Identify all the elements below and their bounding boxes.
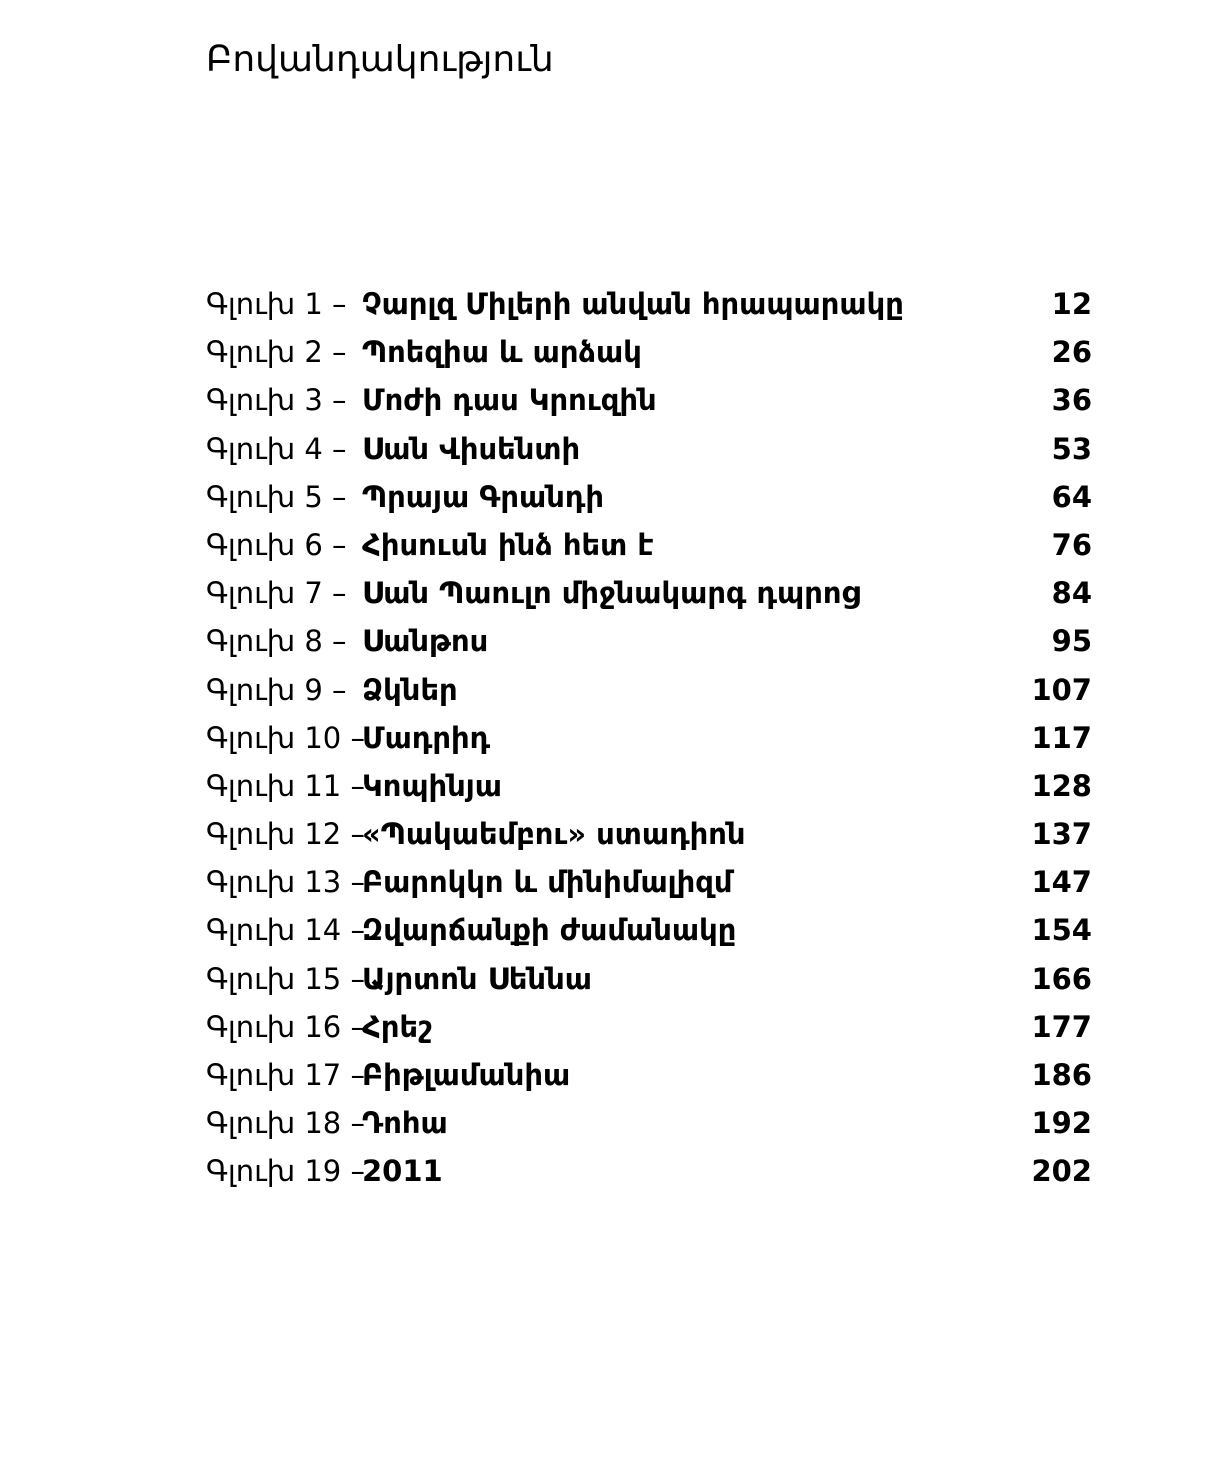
toc-page-number: 95: [1051, 624, 1092, 659]
toc-entry[interactable]: [206, 858, 1092, 906]
toc-page-number: 192: [1031, 1106, 1092, 1141]
toc-entry[interactable]: [206, 1003, 1092, 1051]
toc-page-number: 12: [1051, 287, 1092, 321]
toc-entry[interactable]: [206, 569, 1092, 617]
toc-chapter-title: 2011: [362, 1154, 443, 1189]
toc-chapter-number: Գլուխ 17 –: [206, 1058, 365, 1092]
page-title: Բովանդակություն: [206, 39, 554, 80]
toc-chapter-number: Գլուխ 19 –: [206, 1154, 365, 1189]
toc-entry[interactable]: [206, 1051, 1092, 1099]
toc-entry[interactable]: [206, 473, 1092, 521]
toc-page-number: 64: [1051, 479, 1092, 514]
toc-page-number: 26: [1051, 335, 1092, 370]
toc-page-number: 53: [1051, 431, 1092, 466]
toc-entry[interactable]: [206, 906, 1092, 954]
toc-chapter-number: Գլուխ 12 –: [206, 817, 365, 852]
toc-chapter-title: Զվարճանքի ժամանակը: [362, 913, 737, 948]
toc-page-number: 36: [1051, 383, 1092, 418]
toc-entry[interactable]: [206, 1147, 1092, 1195]
toc-chapter-title: Սան Վիսենտի: [362, 431, 581, 466]
toc-chapter-number: Գլուխ 11 –: [206, 768, 365, 803]
toc-chapter-title: Կոպինյա: [362, 768, 502, 803]
toc-chapter-number: Գլուխ 6 –: [206, 527, 347, 562]
toc-page-number: 166: [1031, 961, 1092, 996]
toc-chapter-number: Գլուխ 5 –: [206, 479, 347, 514]
toc-chapter-number: Գլուխ 2 –: [206, 335, 347, 370]
toc-chapter-title: Պրայա Գրանդի: [362, 479, 605, 514]
table-of-contents: [206, 280, 1092, 1196]
toc-chapter-number: Գլուխ 15 –: [206, 961, 365, 996]
toc-chapter-number: Գլուխ 9 –: [206, 672, 347, 707]
toc-chapter-title: Պոեզիա և արձակ: [362, 335, 642, 370]
toc-page-number: 128: [1031, 768, 1092, 803]
toc-entry[interactable]: [206, 280, 1092, 328]
toc-entry[interactable]: [206, 955, 1092, 1003]
toc-chapter-title: «Պակաեմբու» ստադիոն: [362, 817, 746, 852]
toc-page-number: 137: [1031, 817, 1092, 852]
toc-chapter-number: Գլուխ 10 –: [206, 720, 365, 755]
toc-page-number: 107: [1031, 672, 1092, 707]
toc-chapter-title: Մադրիդ: [362, 720, 491, 755]
toc-chapter-title: Ձկներ: [362, 672, 458, 707]
toc-chapter-number: Գլուխ 7 –: [206, 576, 347, 611]
toc-chapter-number: Գլուխ 1 –: [206, 287, 347, 321]
toc-page-number: 147: [1031, 865, 1092, 900]
toc-chapter-number: Գլուխ 4 –: [206, 431, 347, 466]
toc-chapter-number: Գլուխ 13 –: [206, 865, 365, 900]
toc-chapter-title: Չարլզ Միլերի անվան հրապարակը: [362, 287, 904, 321]
toc-chapter-title: Այրտոն Սեննա: [362, 961, 592, 996]
toc-chapter-title: Մոժի դաս Կրուզին: [362, 383, 657, 418]
toc-page-number: 186: [1031, 1058, 1092, 1092]
toc-entry[interactable]: [206, 328, 1092, 376]
toc-entry[interactable]: [206, 714, 1092, 762]
toc-chapter-title: Սան Պաուլո միջնակարգ դպրոց: [362, 576, 861, 611]
toc-chapter-title: Բարոկկո և մինիմալիզմ: [362, 865, 733, 900]
toc-page-number: 117: [1031, 720, 1092, 755]
toc-chapter-number: Գլուխ 8 –: [206, 624, 347, 659]
toc-page-number: 84: [1051, 576, 1092, 611]
toc-entry[interactable]: [206, 1099, 1092, 1147]
toc-entry[interactable]: [206, 810, 1092, 858]
toc-chapter-title: Հրեշ: [362, 1009, 433, 1044]
toc-chapter-number: Գլուխ 14 –: [206, 913, 365, 948]
toc-page-number: 202: [1031, 1154, 1092, 1189]
toc-chapter-title: Հիսուսն ինձ հետ է: [362, 527, 654, 562]
toc-page-number: 154: [1031, 913, 1092, 948]
toc-entry[interactable]: [206, 425, 1092, 473]
toc-entry[interactable]: [206, 376, 1092, 424]
toc-chapter-title: Դոհա: [362, 1106, 448, 1141]
toc-entry[interactable]: [206, 617, 1092, 665]
toc-chapter-title: Սանթոս: [362, 624, 489, 659]
toc-page-number: 76: [1051, 527, 1092, 562]
toc-chapter-number: Գլուխ 16 –: [206, 1009, 365, 1044]
toc-page-number: 177: [1031, 1009, 1092, 1044]
toc-chapter-number: Գլուխ 3 –: [206, 383, 347, 418]
toc-entry[interactable]: [206, 521, 1092, 569]
toc-entry[interactable]: [206, 762, 1092, 810]
toc-entry[interactable]: [206, 666, 1092, 714]
toc-chapter-number: Գլուխ 18 –: [206, 1106, 365, 1141]
toc-chapter-title: Բիթլամանիա: [362, 1058, 571, 1092]
